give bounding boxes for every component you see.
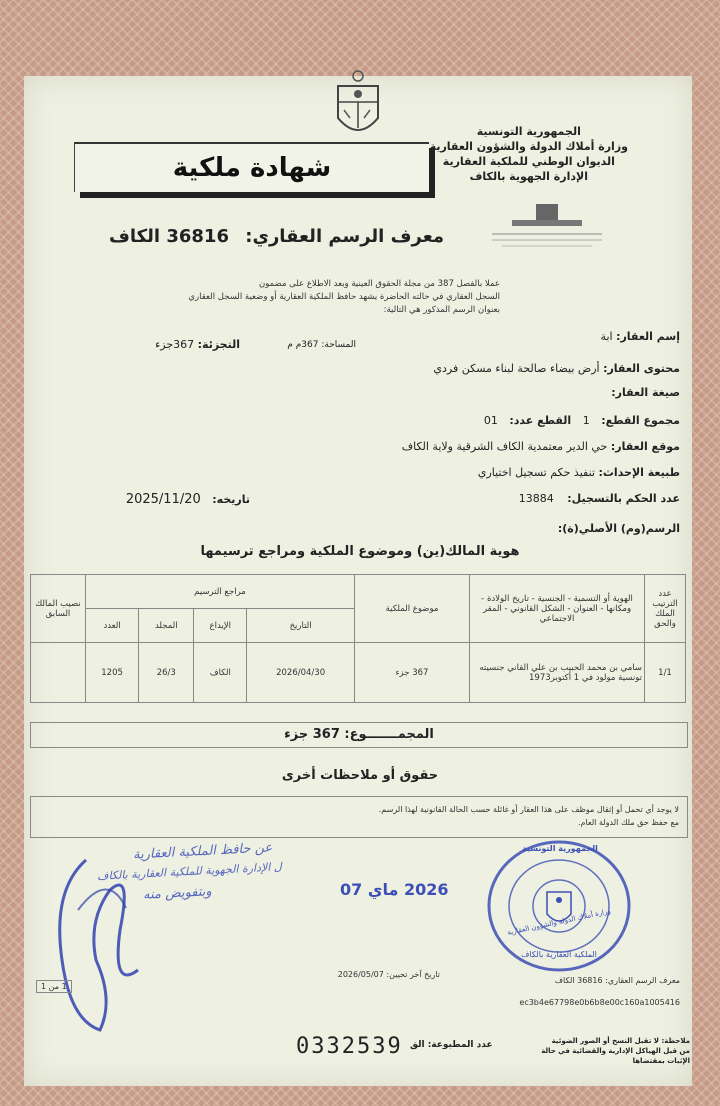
header-line-4: الإدارة الجهوية بالكاف [469,170,588,183]
field-name [601,330,680,343]
footer-update-label: تاريخ آخر تحيين: [386,970,440,979]
col-volume-header: المجلد [139,609,194,643]
field-parts-value: 367جزء [155,338,195,351]
col-deposit-header: الإيداع [194,609,247,643]
col-date-header: التاريخ [247,609,355,643]
cell-deposit: الكاف [194,643,247,703]
stamp-line-3: وبتفويض منه [142,884,213,903]
cell-number: 1205 [86,643,139,703]
date-stamp: 2026 ماي 07 [340,880,449,899]
footer-registry-value: 36816 الكاف [554,976,603,985]
field-content [433,362,680,375]
intro-paragraph [120,278,500,317]
cell-volume: 26/3 [139,643,194,703]
field-creation-label: طبيعة الإحداث: [598,466,680,479]
owners-section-title: هوية المالك(ين) وموضوع الملكية ومراجع ترسيمها [200,544,520,559]
title-box [74,142,429,192]
field-form [611,386,680,399]
header-line-3: الديوان الوطني للملكية العقارية [442,155,615,168]
conditions-line-2: مع حفظ حق ملك الدولة العام. [577,818,679,827]
owners-table [30,574,686,703]
intro-line-1: عملا بالفصل 387 من مجلة الحقوق العينية وبعد الاطلاع على مضمون [258,279,500,289]
field-form-label: صيغة العقار: [611,386,680,399]
seal-ring-text: وزارة أملاك الدولة والشؤون العقارية [506,907,612,937]
field-area-label: المساحة: [321,340,356,350]
registry-id [109,226,444,247]
field-creation [478,466,680,479]
field-lotnum-value: 01 [483,414,498,427]
footer-update-value: 2026/05/07 [337,970,384,979]
cell-prev [31,643,86,703]
header-line-1: الجمهورية التونسية [476,125,581,138]
document-title: شهادة ملكية [172,153,332,183]
seal-top-text: الجمهورية التونسية [522,844,598,853]
field-lots-label: مجموع القطع: [601,414,680,427]
registry-label: معرف الرسم العقاري: [245,226,444,247]
conditions-text [79,803,679,829]
field-lots [484,414,680,427]
coat-of-arms-icon [330,68,386,148]
bottom-note: ملاحظة: لا تقبل النسخ أو الصور الضوئية من قبل الهياكل الإدارية والقضائية في حالة الإثبات بمقتضاها [541,1037,690,1065]
office-logo-icon [482,198,612,250]
registry-number: 36816 [166,226,229,247]
signature-icon [48,850,148,1036]
field-location [402,440,680,453]
conditions-title: حقوق أو ملاحظات أخرى [281,768,439,783]
conditions-box [30,796,688,838]
cell-num: 1/1 [645,643,686,703]
stamp-line-2: ل الإدارة الجهوية للملكية العقارية بالكاف [96,860,283,883]
footer-update [338,970,440,979]
field-judgment-label: عدد الحكم بالتسجيل: [567,492,680,505]
conditions-line-1: لا يوجد أي تحمل أو إثقال موظف على هذا العقار أو غائلة حسب الحالة القانونية لهذا الرسم. [378,805,679,814]
field-lots-value: 1 [582,414,590,427]
footer-hash: ec3b4e67798e0b6b8e00c160a1005416 [519,998,680,1007]
cell-date: 2026/04/30 [247,643,355,703]
intro-line-2: السجل العقاري في حالته الحاضرة يشهد حافظ الملكية العقارية أو وضعية السجل العقاري [188,292,500,302]
field-location-label: موقع العقار: [610,440,680,453]
ministry-header [430,124,628,184]
stamp-line-1: عن حافظ الملكية العقارية [132,840,273,863]
cell-identity: سامي بن محمد الحبيب بن علي القاني جنسيته تونسية مولود في 1 أكتوبر1973 [470,643,645,703]
field-content-value: أرض بيضاء صالحة لبناء مسكن فردي [433,362,600,375]
field-location-value: حي الدير معتمدية الكاف الشرقية ولاية الكاف [401,440,608,453]
col-prev-header: نصيب المالك السابق [31,575,86,643]
field-date [126,492,250,507]
intro-line-3: بعنوان الرسم المذكور هي التالية: [383,305,500,315]
field-date-value: 2025/11/20 [125,492,201,507]
field-area-value: 367م م [287,340,319,350]
total-box [30,722,688,748]
registry-place: الكاف [108,226,161,247]
field-origin [558,522,680,535]
footer-page: 1 من 1 [36,980,72,993]
col-subject-header: موضوع الملكية [355,575,470,643]
field-origin-label: الرسم(وم) الأصلي(ة): [557,522,680,535]
field-parts [155,338,240,351]
col-num-header: عدد الترتيب الملك والحق [645,575,686,643]
field-date-label: تاريخه: [212,493,250,506]
footer-registry [555,976,680,985]
col-identity-header: الهوية أو التسمية - الجنسية - تاريخ الولادة - ومكانها - العنوان - الشكل القانوني - المقر الاجتماعي [470,575,645,643]
header-line-2: وزارة أملاك الدولة والشؤون العقارية [429,140,628,153]
field-area [287,340,356,350]
serial-number: 0332539 [296,1034,403,1059]
cell-subject: 367 جزء [355,643,470,703]
field-parts-label: التجزئة: [197,338,240,351]
table-row [31,643,686,703]
seal-bottom-text: الملكية العقارية بالكاف [521,950,597,959]
field-judgment-value: 13884 [518,492,554,505]
footer-registry-label: معرف الرسم العقاري: [605,976,680,985]
col-refs-header: مراجع الترسيم [86,575,355,609]
serial-label: عدد المطبوعة: الق [410,1040,493,1050]
total-value: المجمـــــــوع: 367 جزء [284,727,434,742]
field-name-value: ابة [600,330,613,343]
field-name-label: إسم العقار: [616,330,680,343]
field-creation-value: تنفيذ حكم تسجيل اختياري [477,466,595,479]
field-judgment [519,492,680,505]
col-number-header: العدد [86,609,139,643]
field-lotnum-label: القطع عدد: [509,414,572,427]
field-content-label: محتوى العقار: [603,362,680,375]
